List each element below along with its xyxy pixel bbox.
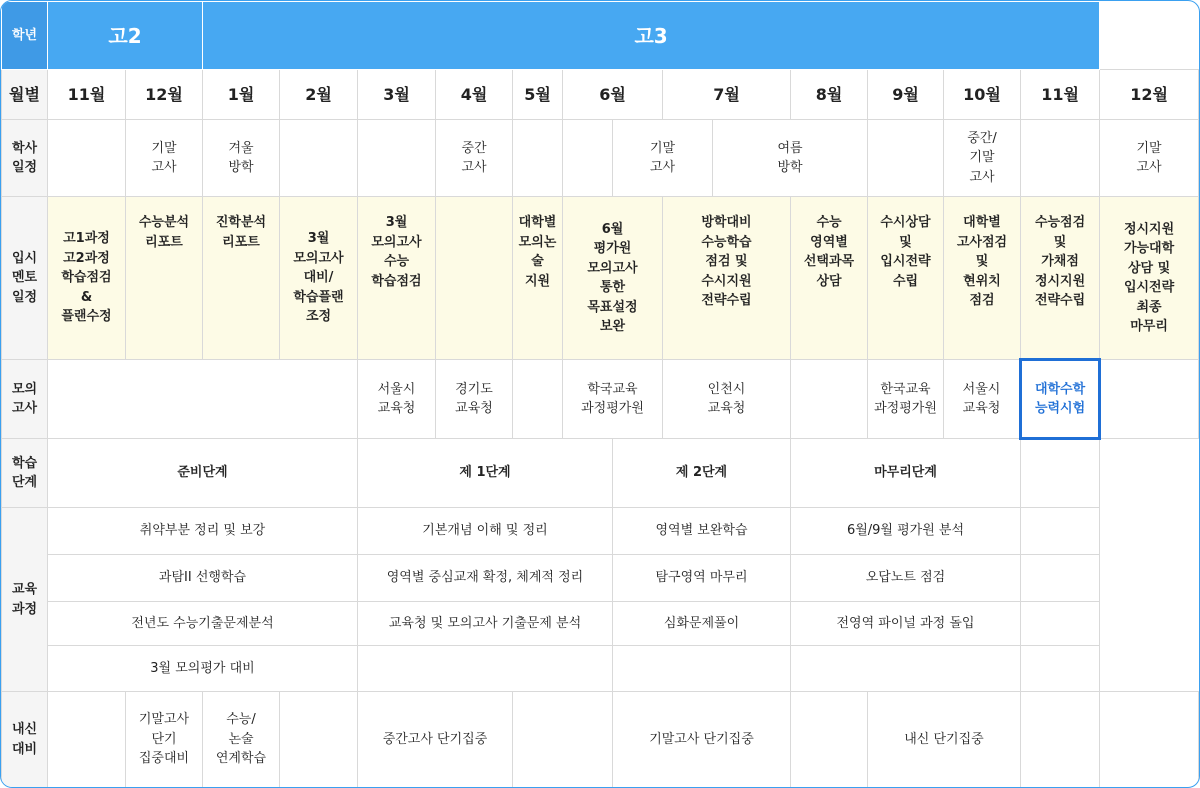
academic-cell-empty <box>280 120 358 197</box>
academic-oct-exam: 중간/ 기말 고사 <box>944 120 1021 197</box>
month-cell: 10월 <box>944 70 1021 120</box>
academic-jun-final: 기말 고사 <box>613 120 713 197</box>
curriculum-cell-empty <box>1021 602 1100 646</box>
curriculum-item: 전영역 파이널 과정 돌입 <box>791 602 1021 646</box>
curriculum-cell-empty <box>613 646 791 692</box>
month-cell: 5월 <box>513 70 563 120</box>
academic-cell-empty <box>868 120 944 197</box>
academic-apr-midterm: 중간 고사 <box>436 120 513 197</box>
month-cell: 8월 <box>791 70 868 120</box>
mock-cell-empty <box>791 360 868 439</box>
school-dec: 기말고사 단기 집중대비 <box>126 692 203 788</box>
curriculum-cell-empty <box>1021 646 1100 692</box>
curriculum-cell-empty <box>1021 508 1100 555</box>
mock-row <box>2 360 1199 439</box>
school-label: 내신 대비 <box>2 692 48 788</box>
curriculum-item: 기본개념 이해 및 정리 <box>358 508 613 555</box>
stage-second: 제 2단계 <box>613 439 791 508</box>
month-cell: 7월 <box>663 70 791 120</box>
curriculum-item: 탐구영역 마무리 <box>613 555 791 602</box>
curriculum-row <box>2 555 1199 602</box>
grade-row <box>2 2 1199 70</box>
stage-prep: 준비단계 <box>48 439 358 508</box>
curriculum-label: 교육 과정 <box>2 508 48 692</box>
curriculum-cell-empty <box>791 646 1021 692</box>
curriculum-item: 6월/9월 평가원 분석 <box>791 508 1021 555</box>
school-cell-empty <box>48 692 126 788</box>
schedule-table <box>1 1 1199 788</box>
curriculum-item: 영역별 보완학습 <box>613 508 791 555</box>
school-cell-empty <box>280 692 358 788</box>
month-cell: 11월 <box>48 70 126 120</box>
mentor-row <box>2 197 1199 360</box>
school-cell-empty <box>791 692 868 788</box>
curriculum-cell-empty <box>1021 555 1100 602</box>
curriculum-item: 3월 모의평가 대비 <box>48 646 358 692</box>
academic-cell-empty <box>358 120 436 197</box>
month-cell: 3월 <box>358 70 436 120</box>
school-final: 기말고사 단기집중 <box>613 692 791 788</box>
mentor-cell: 정시지원 가능대학 상담 및 입시전략 최종 마무리 <box>1100 197 1199 360</box>
stage-row <box>2 439 1199 508</box>
school-cell-empty <box>1100 692 1199 788</box>
mock-cell-empty <box>513 360 563 439</box>
mock-nov-csat: 대학수학 능력시험 <box>1021 360 1100 439</box>
mentor-cell: 3월 모의고사 수능 학습점검 <box>358 197 436 360</box>
mentor-cell: 대학별 모의논술 지원 <box>513 197 563 360</box>
stage-final: 마무리단계 <box>791 439 1021 508</box>
mentor-label: 입시 멘토 일정 <box>2 197 48 360</box>
mentor-cell: 6월 평가원 모의고사 통한 목표설정 보완 <box>563 197 663 360</box>
month-cell: 11월 <box>1021 70 1100 120</box>
school-midterm: 중간고사 단기집중 <box>358 692 513 788</box>
mock-sep: 한국교육 과정평가원 <box>868 360 944 439</box>
academic-cell-empty <box>48 120 126 197</box>
mock-jul: 인천시 교육청 <box>663 360 791 439</box>
academic-cell-empty <box>563 120 613 197</box>
curriculum-item: 전년도 수능기출문제분석 <box>48 602 358 646</box>
grade-label: 학년 <box>2 2 48 70</box>
month-cell: 9월 <box>868 70 944 120</box>
month-cell: 12월 <box>1100 70 1199 120</box>
mentor-cell: 대학별 고사점검 및 현위치 점검 <box>944 197 1021 360</box>
school-jan: 수능/ 논술 연계학습 <box>203 692 280 788</box>
curriculum-item: 교육청 및 모의고사 기출문제 분석 <box>358 602 613 646</box>
mentor-cell: 수능 영역별 선택과목 상담 <box>791 197 868 360</box>
school-cell-empty <box>513 692 613 788</box>
school-row <box>2 692 1199 788</box>
mock-mar: 서울시 교육청 <box>358 360 436 439</box>
mock-label: 모의 고사 <box>2 360 48 439</box>
curriculum-item: 심화문제풀이 <box>613 602 791 646</box>
mentor-cell: 진학분석 리포트 <box>203 197 280 360</box>
stage-cell-empty <box>1021 439 1100 508</box>
mock-jun: 학국교육 과정평가원 <box>563 360 663 439</box>
mentor-cell: 수능점검 및 가채점 정시지원 전략수립 <box>1021 197 1100 360</box>
academic-winter-break: 겨울 방학 <box>203 120 280 197</box>
academic-dec-final: 기말 고사 <box>1100 120 1199 197</box>
mentor-cell: 방학대비 수능학습 점검 및 수시지원 전략수립 <box>663 197 791 360</box>
month-row <box>2 70 1199 120</box>
mentor-cell: 수능분석 리포트 <box>126 197 203 360</box>
grade3-header: 고3 <box>203 2 1100 70</box>
mock-cell-empty <box>1100 360 1199 439</box>
stage-first: 제 1단계 <box>358 439 613 508</box>
month-cell: 6월 <box>563 70 663 120</box>
curriculum-item: 과탐II 선행학습 <box>48 555 358 602</box>
mentor-cell-empty <box>436 197 513 360</box>
academic-cell-empty <box>513 120 563 197</box>
mentor-cell: 3월 모의고사 대비/ 학습플랜 조정 <box>280 197 358 360</box>
curriculum-row <box>2 602 1199 646</box>
school-cell-empty <box>1021 692 1100 788</box>
academic-summer-break: 여름 방학 <box>713 120 868 197</box>
academic-row <box>2 120 1199 197</box>
curriculum-item: 취약부분 정리 및 보강 <box>48 508 358 555</box>
academic-cell-empty <box>1021 120 1100 197</box>
curriculum-item: 오답노트 점검 <box>791 555 1021 602</box>
mock-oct: 서울시 교육청 <box>944 360 1021 439</box>
month-cell: 1월 <box>203 70 280 120</box>
school-focus: 내신 단기집중 <box>868 692 1021 788</box>
mock-cell-empty <box>48 360 358 439</box>
mentor-cell: 고1과정 고2과정 학습점검 & 플랜수정 <box>48 197 126 360</box>
month-cell: 4월 <box>436 70 513 120</box>
curriculum-item: 영역별 중심교재 확정, 체계적 정리 <box>358 555 613 602</box>
stage-label: 학습 단계 <box>2 439 48 508</box>
curriculum-row <box>2 508 1199 555</box>
month-cell: 2월 <box>280 70 358 120</box>
grade2-header: 고2 <box>48 2 203 70</box>
mentor-cell: 수시상담 및 입시전략 수립 <box>868 197 944 360</box>
curriculum-row <box>2 646 1199 692</box>
month-cell: 12월 <box>126 70 203 120</box>
academic-label: 학사 일정 <box>2 120 48 197</box>
academic-dec-exam: 기말 고사 <box>126 120 203 197</box>
month-label: 월별 <box>2 70 48 120</box>
curriculum-cell-empty <box>358 646 613 692</box>
mock-apr: 경기도 교육청 <box>436 360 513 439</box>
